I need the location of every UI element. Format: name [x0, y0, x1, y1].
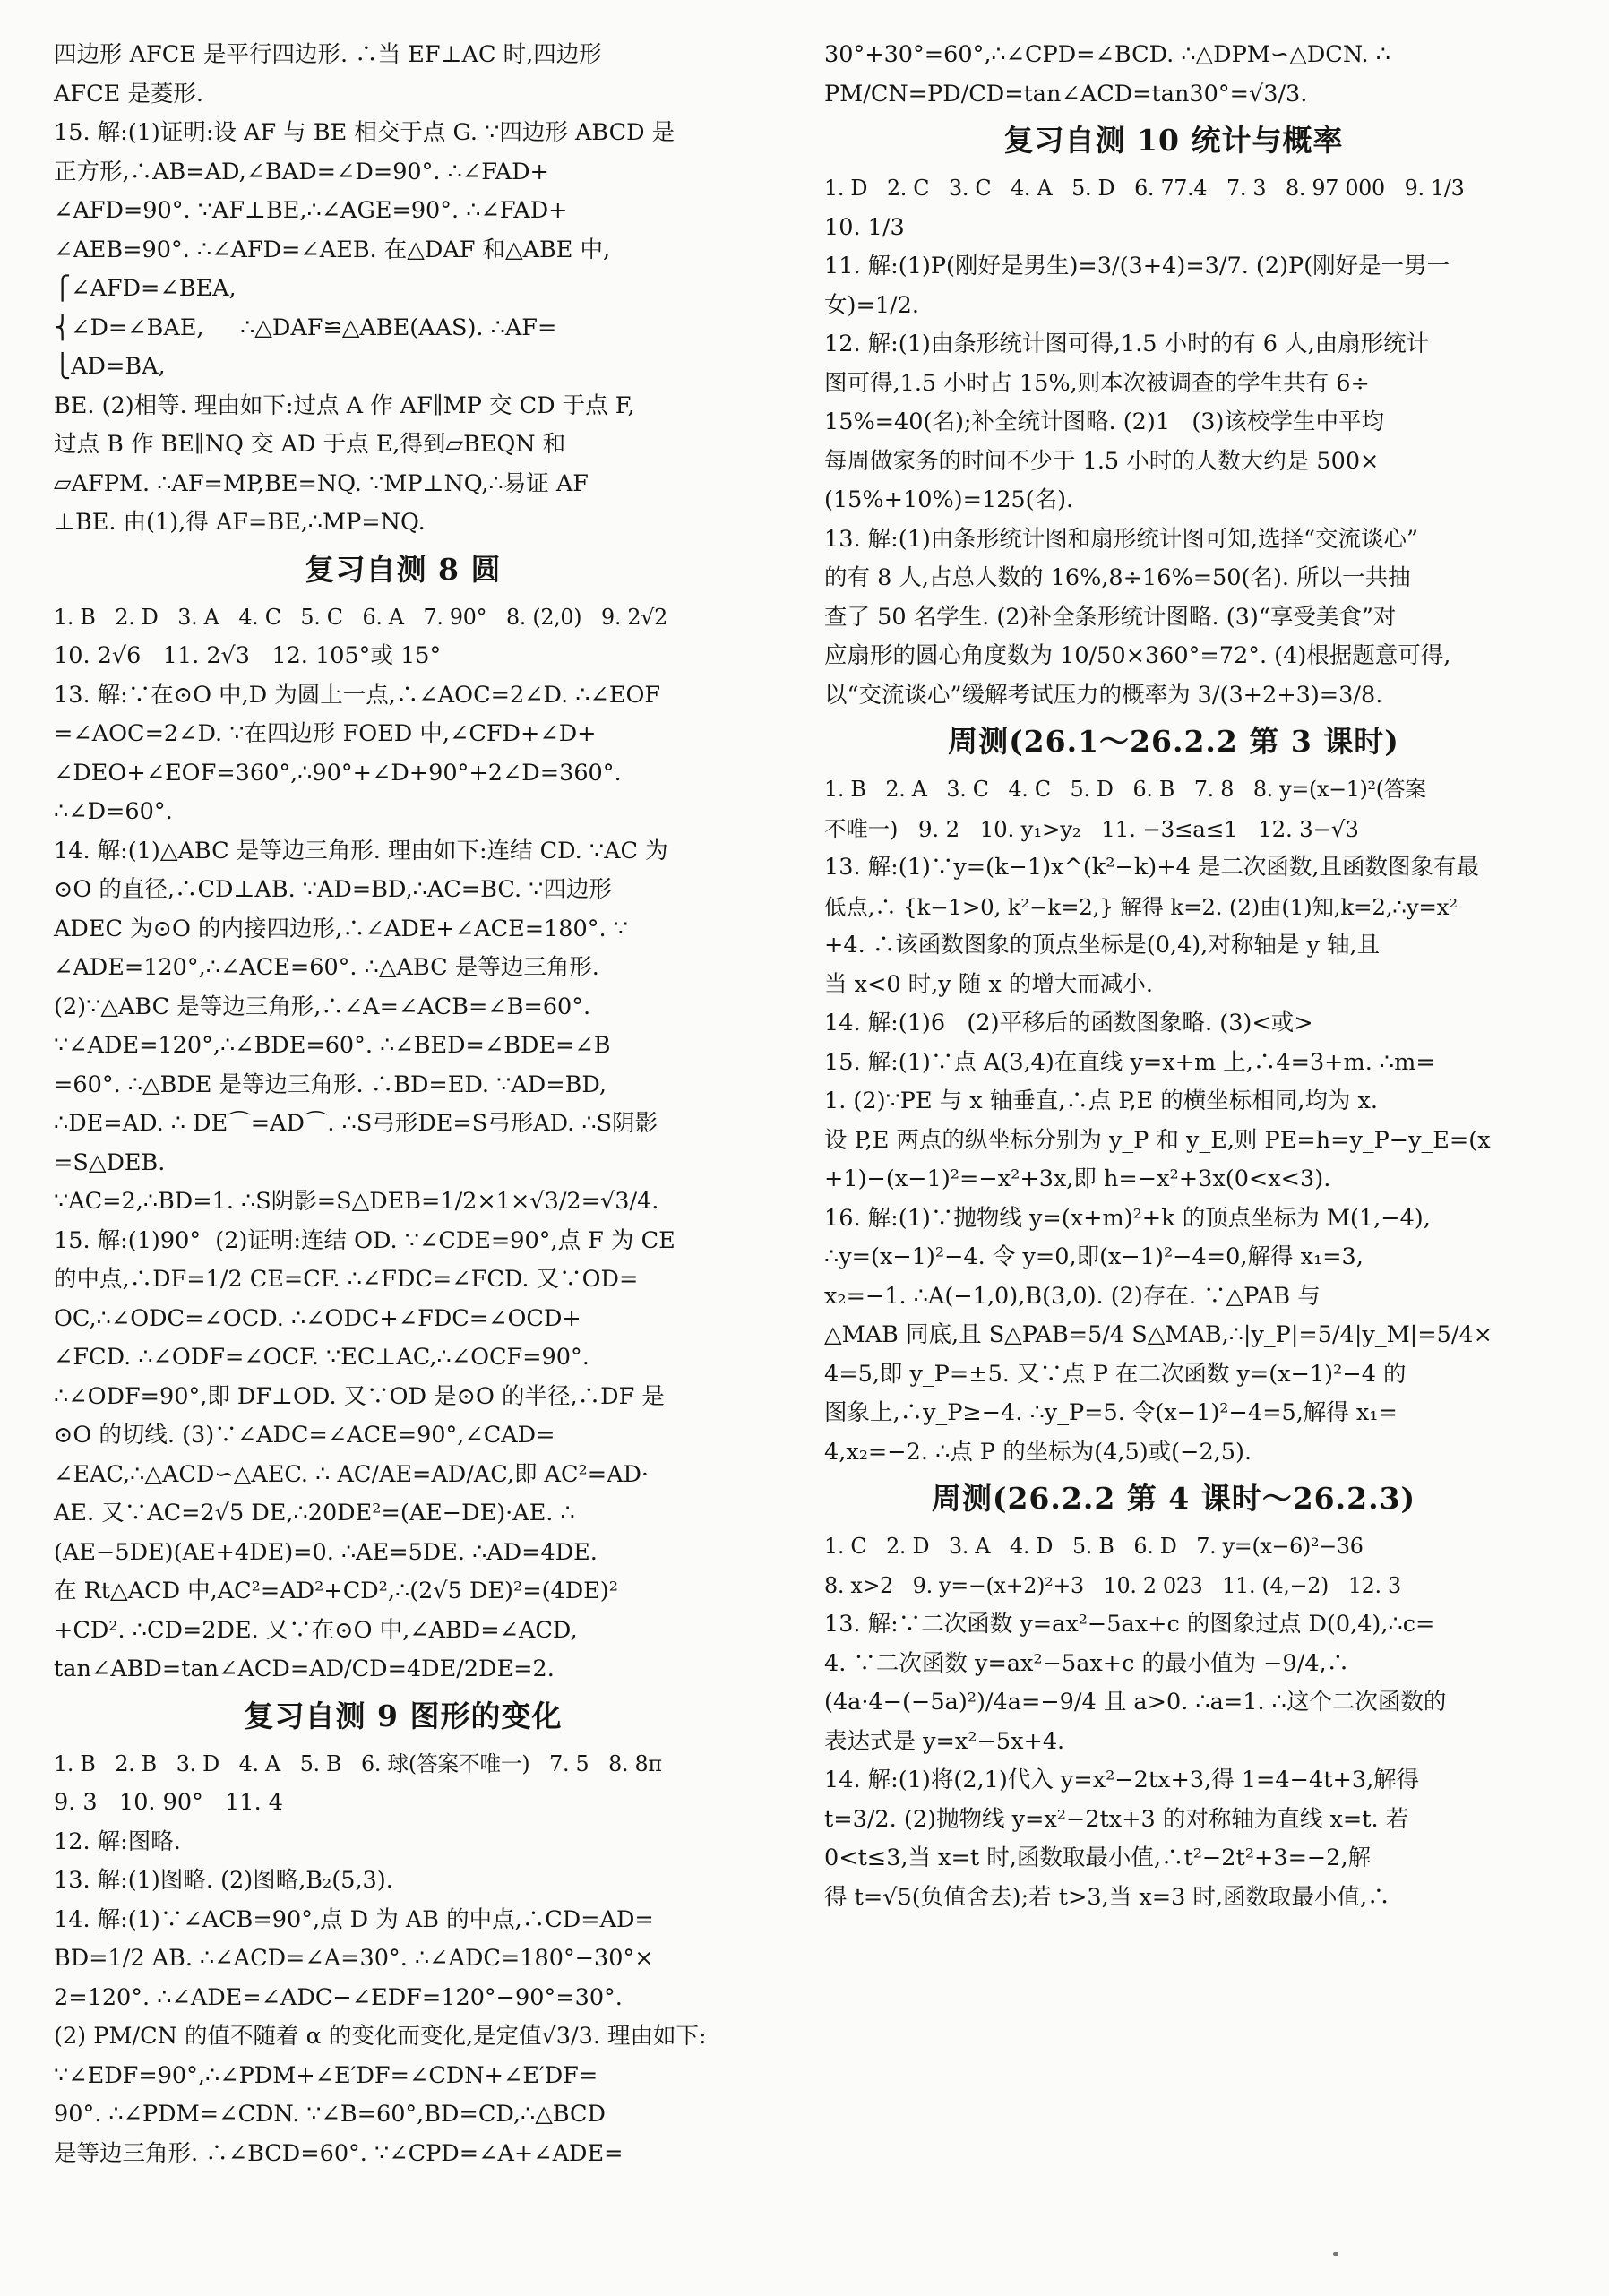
right-text-line: 设 P,E 两点的纵坐标分别为 y_P 和 y_E,则 PE=h=y_P−y_E=(x [824, 1126, 1491, 1154]
left-text-line: tan∠ABD=tan∠ACD=AD/CD=4DE/2DE=2. [54, 1655, 555, 1682]
left-text-line: =60°. ∴△BDE 是等边三角形. ∴BD=ED. ∵AD=BD, [54, 1071, 607, 1098]
left-text-line: ⊥BE. 由(1),得 AF=BE,∴MP=NQ. [54, 509, 426, 536]
right-text-line: 表达式是 y=x²−5x+4. [824, 1727, 1065, 1755]
right-text-line: 当 x<0 时,y 随 x 的增大而减小. [824, 970, 1153, 998]
left-text-line: ∵∠EDF=90°,∴∠PDM+∠E′DF=∠CDN+∠E′DF= [54, 2061, 598, 2089]
right-text-line: 15%=40(名);补全统计图略. (2)1 (3)该校学生中平均 [824, 408, 1384, 435]
ink-dot [1333, 2252, 1338, 2256]
right-text-line: (15%+10%)=125(名). [824, 486, 1074, 513]
section-title: 复习自测 10 统计与概率 [1003, 123, 1344, 158]
left-text-line: 四边形 AFCE 是平行四边形. ∴当 EF⊥AC 时,四边形 [54, 41, 602, 68]
left-text-line: 90°. ∴∠PDM=∠CDN. ∵∠B=60°,BD=CD,∴△BCD [54, 2101, 606, 2128]
right-text-line: x₂=−1. ∴A(−1,0),B(3,0). (2)存在. ∵△PAB 与 [824, 1282, 1321, 1310]
left-text-line: ∴DE=AD. ∴ DE⌒=AD⌒. ∴S弓形DE=S弓形AD. ∴S阴影=S△DEB. [54, 1110, 658, 1176]
right-text-line: 14. 解:(1)将(2,1)代入 y=x²−2tx+3,得 1=4−4t+3,解得 [824, 1767, 1420, 1793]
right-text-line: 10. 1/3 [824, 213, 905, 241]
right-text-line: 应扇形的圆心角度数为 10/50×360°=72°. (4)根据题意可得, [824, 642, 1451, 669]
left-text-line: ⎩AD=BA, [54, 353, 166, 380]
section-title: 周测(26.1～26.2.2 第 3 课时) [948, 724, 1399, 759]
right-text-line: PM/CN=PD/CD=tan∠ACD=tan30°=√3/3. [824, 80, 1308, 107]
right-text-line: 14. 解:(1)6 (2)平移后的函数图象略. (3)<或> [824, 1010, 1313, 1036]
right-text-line: 查了 50 名学生. (2)补全条形统计图略. (3)“享受美食”对 [824, 603, 1397, 631]
left-text-line: 的中点,∴DF=1/2 CE=CF. ∴∠FDC=∠FCD. 又∵OD= [54, 1266, 639, 1293]
left-text-line: 10. 2√6 11. 2√3 12. 105°或 15° [54, 642, 442, 669]
left-text-line: ∵AC=2,∴BD=1. ∴S阴影=S△DEB=1/2×1×√3/2=√3/4. [54, 1188, 659, 1215]
left-text-line: 15. 解:(1)90° (2)证明:连结 OD. ∵∠CDE=90°,点 F 为 CE [54, 1226, 675, 1254]
right-text-line: 1. D 2. C 3. C 4. A 5. D 6. 77.4 7. 3 8. 97 000 9. 1/3 [824, 176, 1465, 201]
left-text-line: 在 Rt△ACD 中,AC²=AD²+CD²,∴(2√5 DE)²=(4DE)² [54, 1578, 618, 1604]
right-text-line: 13. 解:(1)∵y=(k−1)x^(k²−k)+4 是二次函数,且函数图象有最 [824, 854, 1480, 881]
right-text-line: 8. x>2 9. y=−(x+2)²+3 10. 2 023 11. (4,−2) 12. 3 [824, 1572, 1401, 1598]
section-title: 复习自测 9 图形的变化 [244, 1698, 563, 1733]
left-text-line: AFCE 是菱形. [54, 80, 203, 107]
left-text-line: ∠AEB=90°. ∴∠AFD=∠AEB. 在△DAF 和△ABE 中, [54, 236, 611, 263]
right-text-line: △MAB 同底,且 S△PAB=5/4 S△MAB,∴|y_P|=5/4|y_M|=5/4× [824, 1321, 1493, 1348]
left-text-line: 9. 3 10. 90° 11. 4 [54, 1789, 284, 1816]
left-text-line: 13. 解:∵在⊙O 中,D 为圆上一点,∴∠AOC=2∠D. ∴∠EOF [54, 681, 661, 709]
left-text-line: ∵∠ADE=120°,∴∠BDE=60°. ∴∠BED=∠BDE=∠B [54, 1032, 611, 1059]
right-text-line: 的有 8 人,占总人数的 16%,8÷16%=50(名). 所以一共抽 [824, 564, 1411, 591]
left-text-line: (2)∵△ABC 是等边三角形,∴∠A=∠ACB=∠B=60°. [54, 993, 591, 1020]
left-text-line: ∴∠ODF=90°,即 DF⊥OD. 又∵OD 是⊙O 的半径,∴DF 是 [54, 1382, 665, 1410]
left-text-line: 13. 解:(1)图略. (2)图略,B₂(5,3). [54, 1867, 393, 1894]
right-text-line: 4=5,即 y_P=±5. 又∵点 P 在二次函数 y=(x−1)²−4 的 [824, 1360, 1407, 1388]
left-text-line: ⎨∠D=∠BAE, ∴△DAF≌△ABE(AAS). ∴AF= [54, 314, 557, 341]
left-text-line: =∠AOC=2∠D. ∵在四边形 FOED 中,∠CFD+∠D+ [54, 720, 597, 747]
right-text-line: t=3/2. (2)抛物线 y=x²−2tx+3 的对称轴为直线 x=t. 若 [824, 1805, 1409, 1833]
right-text-line: 低点,∴ {k−1>0, k²−k=2,} 解得 k=2. (2)由(1)知,k=2,∴y=x² [824, 893, 1458, 920]
right-text-line: 4. ∵二次函数 y=ax²−5ax+c 的最小值为 −9/4,∴ [824, 1649, 1350, 1677]
left-text-line: ADEC 为⊙O 的内接四边形,∴∠ADE+∠ACE=180°. ∵ [54, 915, 628, 942]
right-text-line: 以“交流谈心”缓解考试压力的概率为 3/(3+2+3)=3/8. [824, 681, 1383, 709]
section-title: 周测(26.2.2 第 4 课时～26.2.3) [931, 1481, 1416, 1516]
right-text-line: 13. 解:(1)由条形统计图和扇形统计图可知,选择“交流谈心” [824, 525, 1419, 553]
left-text-line: ⊙O 的直径,∴CD⊥AB. ∵AD=BD,∴AC=BC. ∵四边形 [54, 876, 612, 903]
right-text-line: 0<t≤3,当 x=t 时,函数取最小值,∴t²−2t²+3=−2,解 [824, 1845, 1372, 1871]
left-text-line: BD=1/2 AB. ∴∠ACD=∠A=30°. ∴∠ADC=180°−30°× [54, 1945, 654, 1972]
right-text-line: 女)=1/2. [824, 291, 919, 319]
left-text-line: 过点 B 作 BE∥NQ 交 AD 于点 E,得到▱BEQN 和 [54, 431, 566, 458]
right-text-line: +1)−(x−1)²=−x²+3x,即 h=−x²+3x(0<x<3). [824, 1165, 1331, 1192]
left-text-line: ⎧∠AFD=∠BEA, [54, 275, 237, 302]
left-text-line: ∠FCD. ∴∠ODF=∠OCF. ∵EC⊥AC,∴∠OCF=90°. [54, 1344, 589, 1371]
right-text-line: 不唯一) 9. 2 10. y₁>y₂ 11. −3≤a≤1 12. 3−√3 [824, 815, 1359, 842]
left-text-line: 14. 解:(1)∵∠ACB=90°,点 D 为 AB 的中点,∴CD=AD= [54, 1905, 654, 1933]
left-text-line: 12. 解:图略. [54, 1827, 181, 1855]
left-text-line: ▱AFPM. ∴AF=MP,BE=NQ. ∵MP⊥NQ,∴易证 AF [54, 469, 589, 497]
left-text-line: 1. B 2. D 3. A 4. C 5. C 6. A 7. 90° 8. (2,0) 9. 2√2 [54, 604, 667, 630]
right-text-line: 图象上,∴y_P≥−4. ∴y_P=5. 令(x−1)²−4=5,解得 x₁= [824, 1399, 1398, 1426]
left-text-line: (2) PM/CN 的值不随着 α 的变化而变化,是定值√3/3. 理由如下: [54, 2023, 707, 2050]
right-text-line: 1. B 2. A 3. C 4. C 5. D 6. B 7. 8 8. y=(x−1)²(答案 [824, 777, 1426, 802]
right-text-line: 图可得,1.5 小时占 15%,则本次被调查的学生共有 6÷ [824, 369, 1370, 397]
right-text-line: 每周做家务的时间不少于 1.5 小时的人数大约是 500× [824, 447, 1380, 475]
left-text-line: ∠DEO+∠EOF=360°,∴90°+∠D+90°+2∠D=360°. [54, 759, 622, 787]
left-text-line: ∠ADE=120°,∴∠ACE=60°. ∴△ABC 是等边三角形. [54, 954, 599, 981]
left-text-line: AE. 又∵AC=2√5 DE,∴20DE²=(AE−DE)·AE. ∴ [54, 1500, 575, 1526]
left-text-line: ∴∠D=60°. [54, 798, 173, 825]
left-text-line: ∠AFD=90°. ∵AF⊥BE,∴∠AGE=90°. ∴∠FAD+ [54, 197, 568, 224]
right-text-line: 30°+30°=60°,∴∠CPD=∠BCD. ∴△DPM∽△DCN. ∴ [824, 41, 1390, 68]
section-title: 复习自测 8 圆 [305, 551, 502, 587]
left-text-line: 1. B 2. B 3. D 4. A 5. B 6. 球(答案不唯一) 7. 5 8. 8π [54, 1750, 662, 1776]
left-text-line: (AE−5DE)(AE+4DE)=0. ∴AE=5DE. ∴AD=4DE. [54, 1538, 598, 1566]
right-text-line: 16. 解:(1)∵抛物线 y=(x+m)²+k 的顶点坐标为 M(1,−4), [824, 1204, 1431, 1232]
right-text-line: 得 t=√5(负值舍去);若 t>3,当 x=3 时,函数取最小值,∴ [824, 1883, 1390, 1911]
right-text-line: 11. 解:(1)P(刚好是男生)=3/(3+4)=3/7. (2)P(刚好是一男一 [824, 253, 1450, 279]
left-text-line: 2=120°. ∴∠ADE=∠ADC−∠EDF=120°−90°=30°. [54, 1983, 623, 2011]
right-text-line: 12. 解:(1)由条形统计图可得,1.5 小时的有 6 人,由扇形统计 [824, 331, 1430, 357]
left-text-line: 正方形,∴AB=AD,∠BAD=∠D=90°. ∴∠FAD+ [54, 158, 549, 185]
right-text-line: 1. (2)∵PE 与 x 轴垂直,∴点 P,E 的横坐标相同,均为 x. [824, 1088, 1378, 1114]
right-text-line: 1. C 2. D 3. A 4. D 5. B 6. D 7. y=(x−6)²−36 [824, 1534, 1364, 1559]
right-text-line: (4a·4−(−5a)²)/4a=−9/4 且 a>0. ∴a=1. ∴这个二次函数的 [824, 1689, 1447, 1716]
left-text-line: OC,∴∠ODC=∠OCD. ∴∠ODC+∠FDC=∠OCD+ [54, 1304, 581, 1332]
left-text-line: 15. 解:(1)证明:设 AF 与 BE 相交于点 G. ∵四边形 ABCD 是 [54, 119, 675, 146]
right-text-line: 4,x₂=−2. ∴点 P 的坐标为(4,5)或(−2,5). [824, 1438, 1252, 1466]
left-text-line: 14. 解:(1)△ABC 是等边三角形. 理由如下:连结 CD. ∵AC 为 [54, 837, 668, 864]
right-column [824, 36, 1523, 1917]
left-text-line: ∠EAC,∴△ACD∽△AEC. ∴ AC/AE=AD/AC,即 AC²=AD· [54, 1460, 650, 1488]
left-text-line: +CD². ∴CD=2DE. 又∵在⊙O 中,∠ABD=∠ACD, [54, 1616, 578, 1644]
right-text-line: 13. 解:∵二次函数 y=ax²−5ax+c 的图象过点 D(0,4),∴c= [824, 1611, 1435, 1638]
right-text-line: +4. ∴该函数图象的顶点坐标是(0,4),对称轴是 y 轴,且 [824, 932, 1381, 959]
left-column [54, 36, 753, 2173]
left-text-line: 是等边三角形. ∴∠BCD=60°. ∵∠CPD=∠A+∠ADE= [54, 2139, 624, 2167]
left-text-line: ⊙O 的切线. (3)∵∠ADC=∠ACE=90°,∠CAD= [54, 1422, 555, 1449]
right-text-line: ∴y=(x−1)²−4. 令 y=0,即(x−1)²−4=0,解得 x₁=3, [824, 1243, 1364, 1270]
left-text-line: BE. (2)相等. 理由如下:过点 A 作 AF∥MP 交 CD 于点 F, [54, 391, 635, 419]
right-text-line: 15. 解:(1)∵点 A(3,4)在直线 y=x+m 上,∴4=3+m. ∴m= [824, 1048, 1435, 1076]
